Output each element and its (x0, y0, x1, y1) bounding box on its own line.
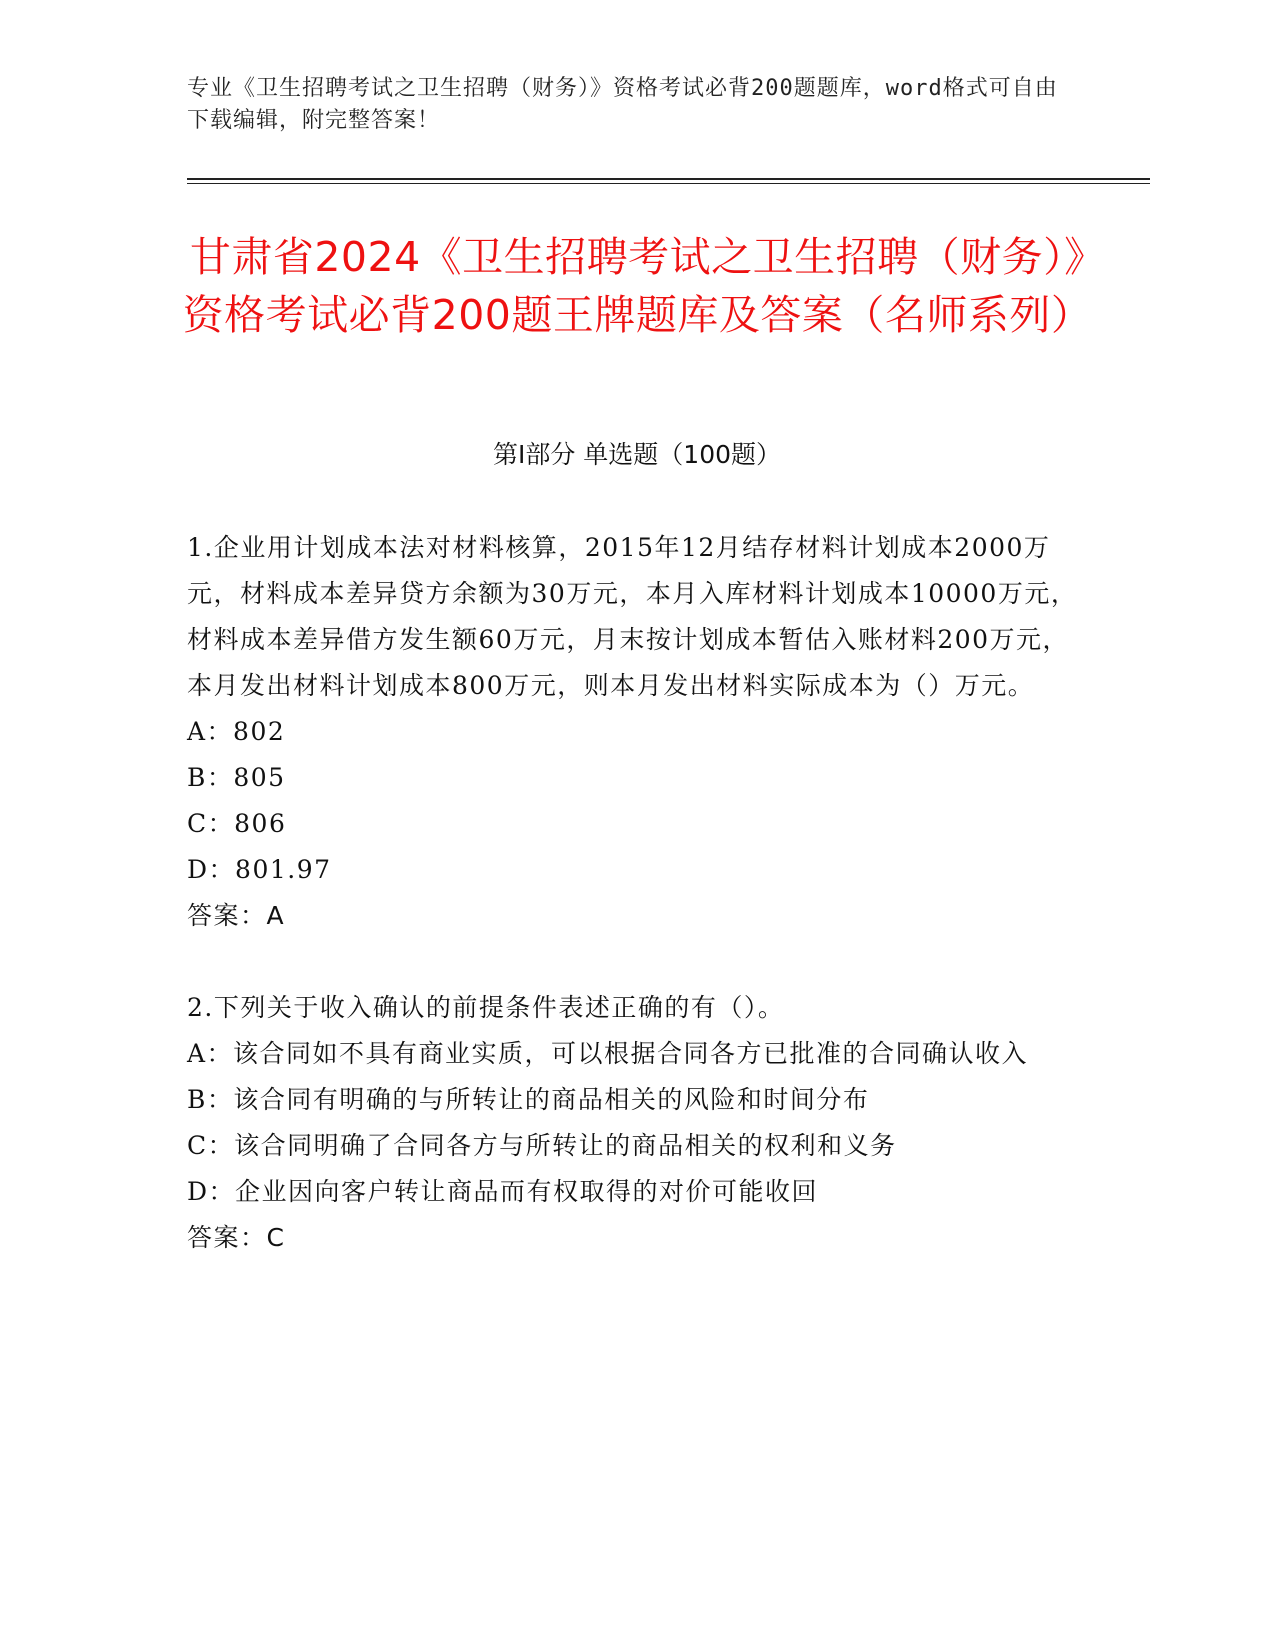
option-b: B：该合同有明确的与所转让的商品相关的风险和时间分布 (187, 1085, 870, 1114)
option-d: D：801.97 (187, 855, 332, 884)
question-stem: 2.下列关于收入确认的前提条件表述正确的有（）。 (187, 993, 785, 1022)
option-d: D：企业因向客户转让商品而有权取得的对价可能收回 (187, 1177, 819, 1206)
answer-label: 答案：A (187, 901, 286, 930)
document-title: 甘肃省2024《卫生招聘考试之卫生招聘（财务）》资格考试必背200题王牌题库及答案（名师系列） (182, 233, 1093, 339)
option-c: C：该合同明确了合同各方与所转让的商品相关的权利和义务 (187, 1131, 897, 1160)
question-stem: 1.企业用计划成本法对材料核算，2015年12月结存材料计划成本2000万元，材料成本差异贷方余额为30万元，本月入库材料计划成本10000万元，材料成本差异借方发生额60万元，月末按计划成本暂估入账材料200万元，本月发出材料计划成本800万元，则本月发出材料实际成本为（）万元。 (187, 533, 1078, 700)
question-item (187, 525, 1082, 939)
header-divider-thin (187, 183, 1150, 184)
question-list (187, 525, 1082, 1261)
option-a: A：该合同如不具有商业实质，可以根据合同各方已批准的合同确认收入 (187, 1039, 1029, 1068)
option-a: A：802 (187, 717, 286, 746)
answer-label: 答案：C (187, 1223, 286, 1252)
question-item (187, 985, 1082, 1261)
header-note: 专业《卫生招聘考试之卫生招聘（财务）》资格考试必背200题题库，word格式可自由下载编辑，附完整答案！ (187, 76, 1058, 133)
option-c: C：806 (187, 809, 287, 838)
option-b: B：805 (187, 763, 286, 792)
header-divider-thick (187, 178, 1150, 180)
section-title: 第Ⅰ部分 单选题（100题） (492, 440, 782, 469)
